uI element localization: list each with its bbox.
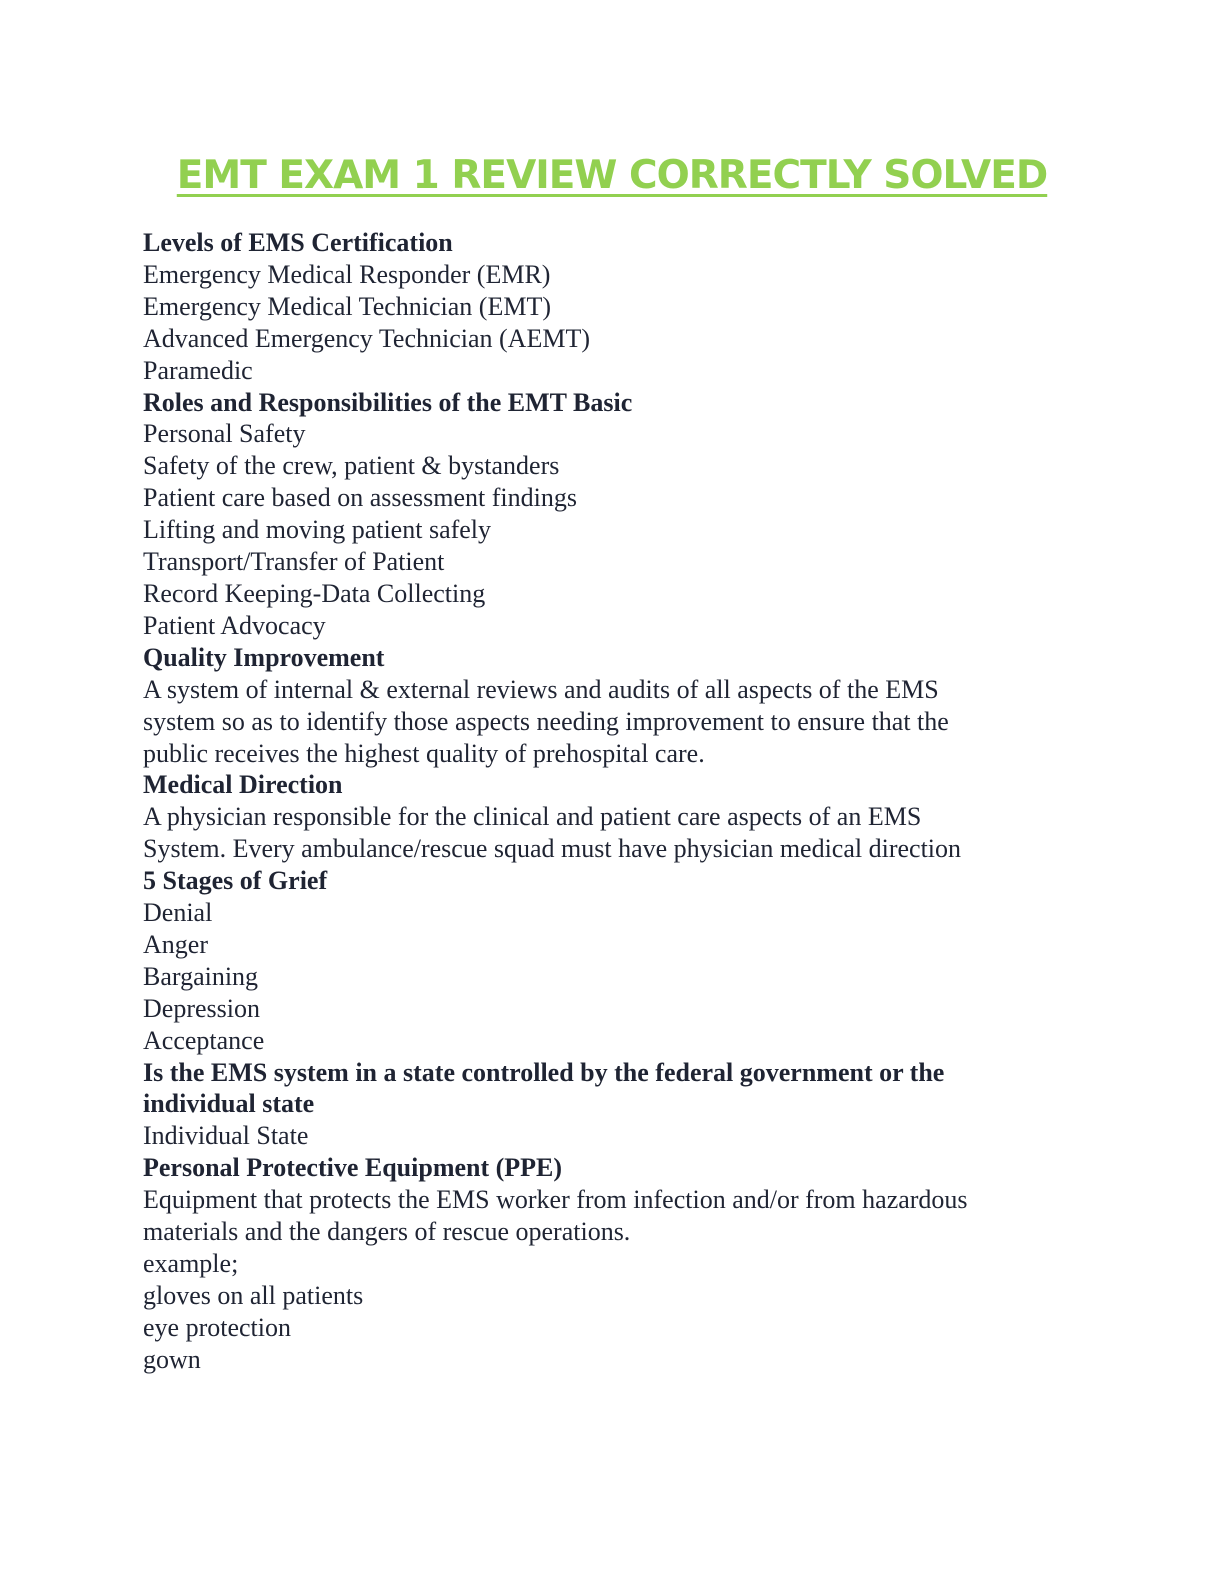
ppe-item: example;	[143, 1249, 239, 1278]
section-heading-state-control: Is the EMS system in a state controlled by the federal government or the	[143, 1057, 945, 1087]
roles-item: Patient Advocacy	[143, 610, 326, 640]
section-heading-medical-direction: Medical Direction	[143, 770, 343, 800]
section-heading-roles: Roles and Responsibilities of the EMT Basic	[143, 387, 633, 417]
roles-item: Lifting and moving patient safely	[143, 515, 492, 545]
section-heading-grief: 5 Stages of Grief	[143, 866, 328, 896]
section-heading-levels: Levels of EMS Certification	[143, 228, 453, 257]
section-heading-ppe: Personal Protective Equipment (PPE)	[143, 1153, 563, 1183]
quality-text-line: A system of internal & external reviews and audits of all aspects of the EMS	[143, 674, 939, 704]
ppe-item: gloves on all patients	[143, 1280, 364, 1310]
medical-direction-text-line: A physician responsible for the clinical and patient care aspects of an EMS	[143, 802, 922, 832]
roles-item: Personal Safety	[143, 419, 306, 449]
levels-item: Emergency Medical Technician (EMT)	[143, 291, 552, 321]
state-control-answer: Individual State	[143, 1121, 309, 1151]
ppe-text-line: materials and the dangers of rescue operations.	[143, 1217, 631, 1247]
section-heading-quality: Quality Improvement	[143, 642, 385, 672]
section-heading-state-control-cont: individual state	[143, 1089, 315, 1119]
document-title	[0, 148, 1224, 204]
document-body	[143, 227, 1053, 1376]
levels-item: Emergency Medical Responder (EMR)	[143, 259, 551, 289]
roles-item: Safety of the crew, patient & bystanders	[143, 451, 560, 481]
ppe-text-line: Equipment that protects the EMS worker from infection and/or from hazardous	[143, 1185, 968, 1215]
roles-item: Record Keeping-Data Collecting	[143, 578, 486, 608]
roles-item: Transport/Transfer of Patient	[143, 547, 445, 577]
grief-item: Acceptance	[143, 1025, 265, 1055]
grief-item: Bargaining	[143, 961, 259, 991]
grief-item: Denial	[143, 898, 213, 928]
levels-item: Paramedic	[143, 355, 253, 385]
levels-item: Advanced Emergency Technician (AEMT)	[143, 323, 590, 353]
grief-item: Anger	[143, 929, 208, 959]
medical-direction-text-line: System. Every ambulance/rescue squad must have physician medical direction	[143, 834, 962, 864]
quality-text-line: system so as to identify those aspects needing improvement to ensure that the	[143, 706, 949, 736]
ppe-item: eye protection	[143, 1312, 291, 1342]
roles-item: Patient care based on assessment findings	[143, 483, 577, 513]
grief-item: Depression	[143, 993, 260, 1023]
document-title-text: EMT EXAM 1 REVIEW CORRECTLY SOLVED	[176, 153, 1048, 198]
quality-text-line: public receives the highest quality of prehospital care.	[143, 738, 705, 768]
ppe-item: gown	[143, 1344, 201, 1374]
